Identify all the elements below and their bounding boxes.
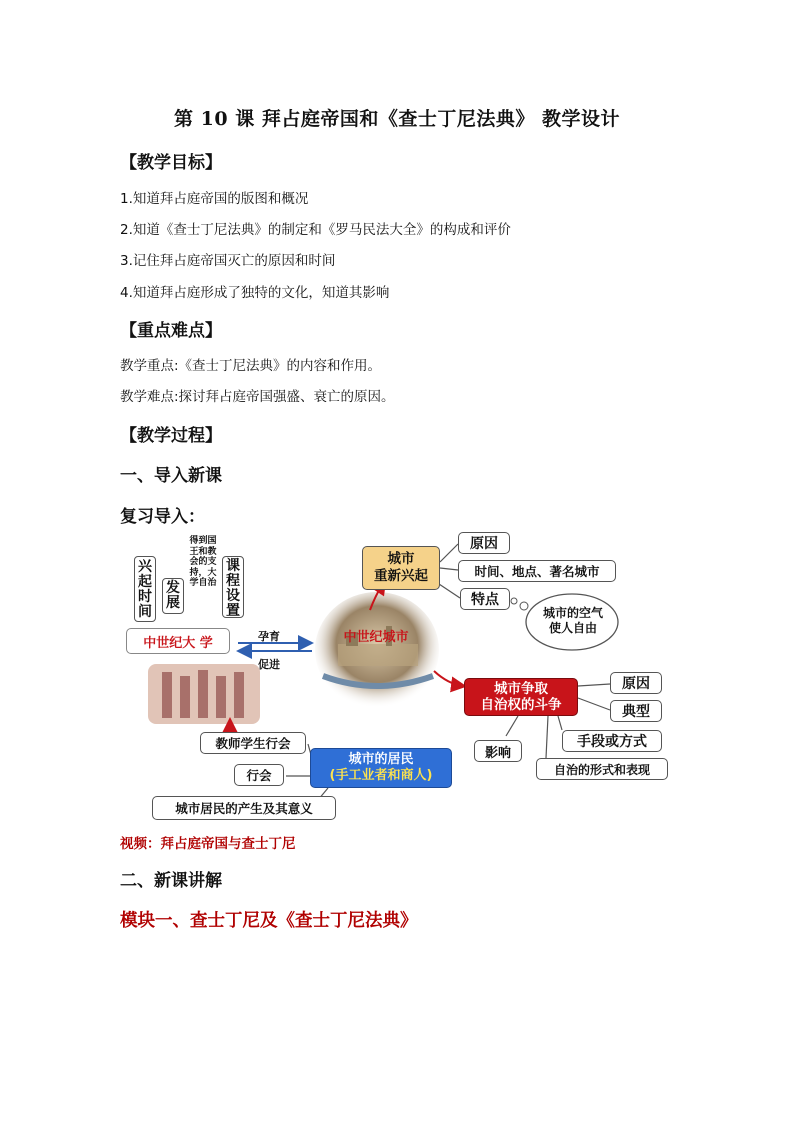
objective-4: 4.知道拜占庭形成了独特的文化，知道其影响 (120, 285, 390, 301)
uni-courses: 课程设置 (226, 558, 240, 619)
teacher-student-guild: 教师学生行会 (200, 732, 306, 754)
rise-feature: 特点 (460, 588, 510, 610)
arrow-label-promote: 促进 (258, 658, 280, 671)
struggle-means: 手段或方式 (562, 730, 662, 752)
objectives-heading: 【教学目标】 (120, 153, 222, 173)
residents-line1: 城市的居民 (348, 752, 414, 767)
struggle-cause: 原因 (610, 672, 662, 694)
process-heading: 【教学过程】 (120, 426, 222, 446)
university-node: 中世纪大 学 (126, 628, 230, 654)
objective-1: 1.知道拜占庭帝国的版图和概况 (120, 191, 309, 207)
cloud-text (538, 606, 608, 636)
part-one-heading: 一、导入新课 (120, 466, 222, 486)
city-rise-line1: 城市 (387, 551, 415, 567)
city-rise-line2: 重新兴起 (374, 568, 428, 584)
arrow-label-nurture: 孕育 (258, 630, 280, 643)
struggle-form: 自治的形式和表现 (536, 758, 668, 780)
center-node: 中世纪城市 (343, 630, 409, 645)
uni-development: 发展 (166, 580, 180, 611)
guild: 行会 (234, 764, 284, 786)
city-rise-node (362, 546, 440, 590)
uni-support-note: 得到国王和教会的支持，大学自治 (189, 536, 217, 588)
residents-node (310, 748, 452, 788)
struggle-node (464, 678, 578, 716)
rise-cause: 原因 (458, 532, 510, 554)
objective-3: 3.记住拜占庭帝国灭亡的原因和时间 (120, 253, 336, 269)
module-one-heading: 模块一、查士丁尼及《查士丁尼法典》 (120, 911, 418, 931)
residents-origin: 城市居民的产生及其意义 (152, 796, 336, 820)
review-heading: 复习导入： (120, 507, 205, 527)
uni-rise-time: 兴起时间 (138, 559, 152, 620)
rise-time-place: 时间、地点、著名城市 (458, 560, 616, 582)
struggle-line1: 城市争取 (494, 681, 548, 697)
difficulty-point: 教学难点:探讨拜占庭帝国强盛、衰亡的原因。 (120, 389, 395, 405)
part-two-heading: 二、新课讲解 (120, 871, 222, 891)
key-point: 教学重点:《查士丁尼法典》的内容和作用。 (120, 358, 382, 374)
objective-2: 2.知道《查士丁尼法典》的制定和《罗马民法大全》的构成和评价 (120, 222, 511, 238)
mind-map (118, 526, 678, 826)
struggle-line2: 自治权的斗争 (480, 697, 562, 713)
residents-line2: (手工业者和商人) (329, 768, 433, 783)
cloud-line2: 使人自由 (548, 621, 597, 635)
page-title: 第 10 课 拜占庭帝国和《查士丁尼法典》 教学设计 (174, 108, 620, 130)
struggle-influence: 影响 (474, 740, 522, 762)
keypoints-heading: 【重点难点】 (120, 321, 222, 341)
struggle-typical: 典型 (610, 700, 662, 722)
video-caption: 视频：拜占庭帝国与查士丁尼 (120, 836, 296, 852)
cloud-line1: 城市的空气 (542, 606, 603, 620)
